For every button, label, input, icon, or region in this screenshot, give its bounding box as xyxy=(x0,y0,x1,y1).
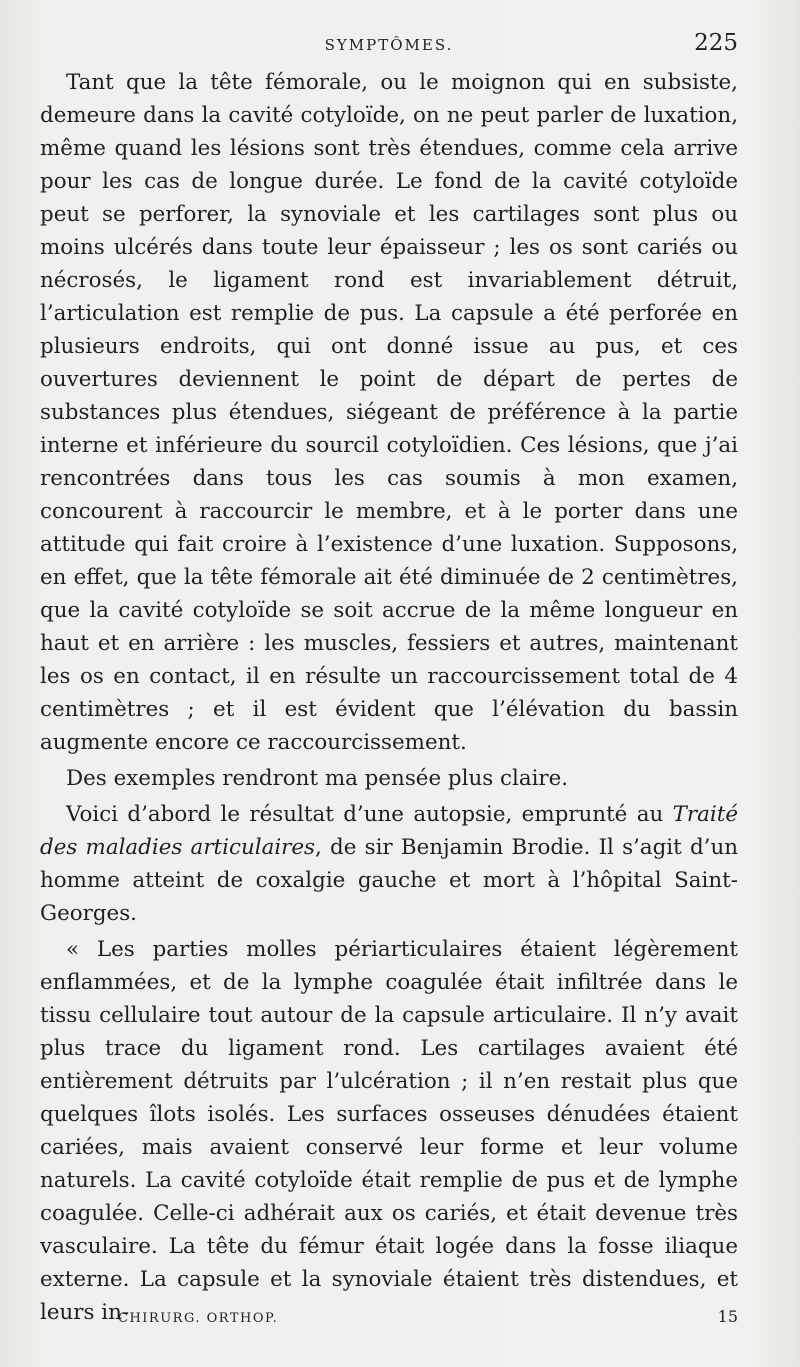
autopsy-intro-text: Voici d’abord le résultat d’une autopsie, emprunté au xyxy=(66,802,673,827)
sheet-number: 15 xyxy=(717,1307,738,1326)
paragraph-autopsy-intro xyxy=(40,798,738,930)
printer-signature: CHIRURG. ORTHOP. xyxy=(118,1311,279,1326)
running-title: SYMPTÔMES. xyxy=(324,36,454,54)
page-footer xyxy=(118,1307,738,1333)
body-text xyxy=(40,66,738,1329)
book-title-italic: Traité des maladies articulaires xyxy=(40,802,738,860)
page-number: 225 xyxy=(694,30,738,56)
paragraph-joint-lesions: Tant que la tête fémorale, ou le moignon qui en subsiste, demeure dans la cavité cotyloïde, on ne peut parler de luxation, même quand les lésions sont très étendues, comme cela arrive pour les cas de longue durée. Le fond de la cavité cotyloïde peut se perforer, la synoviale et les cartilages sont plus ou moins ulcérés dans toute leur épaisseur ; les os sont cariés ou nécrosés, le ligament rond est invariablement détruit, l’articulation est remplie de pus. La capsule a été perforée en plusieurs endroits, qui ont donné issue au pus, et ces ouvertures deviennent le point de départ de pertes de substances plus étendues, siégeant de préférence à la partie interne et inférieure du sourcil cotyloïdien. Ces lésions, que j’ai rencontrées dans tous les cas soumis à mon examen, concourent à raccourcir le membre, et à le porter dans une attitude qui fait croire à l’existence d’une luxation. Supposons, en effet, que la tête fémorale ait été diminuée de 2 centimètres, que la cavité cotyloïde se soit accrue de la même longueur en haut et en arrière : les muscles, fessiers et autres, maintenant les os en contact, il en résulte un raccourcissement total de 4 centimètres ; et il est évident que l’élévation du bassin augmente encore ce raccourcissement. xyxy=(40,70,738,755)
running-head xyxy=(40,30,738,60)
autopsy-intro-rest: , de sir Benjamin Brodie. Il s’agit d’un homme atteint de coxalgie gauche et mort à l’hôpital Saint-Georges. xyxy=(40,835,738,926)
paragraph-autopsy-quote: « Les parties molles périarticulaires étaient légèrement enflammées, et de la lymphe coagulée était infiltrée dans le tissu cellulaire tout autour de la capsule articulaire. Il n’y avait plus trace du ligament rond. Les cartilages avaient été entièrement détruits par l’ulcération ; il n’en restait plus que quelques îlots isolés. Les surfaces osseuses dénudées étaient cariées, mais avaient conservé leur forme et leur volume naturels. La cavité cotyloïde était remplie de pus et de lymphe coagulée. Celle-ci adhérait aux os cariés, et était devenue très vasculaire. La tête du fémur était logée dans la fosse iliaque externe. La capsule et la synoviale étaient très distendues, et leurs in- xyxy=(40,937,738,1325)
paragraph-examples: Des exemples rendront ma pensée plus claire. xyxy=(66,766,569,791)
